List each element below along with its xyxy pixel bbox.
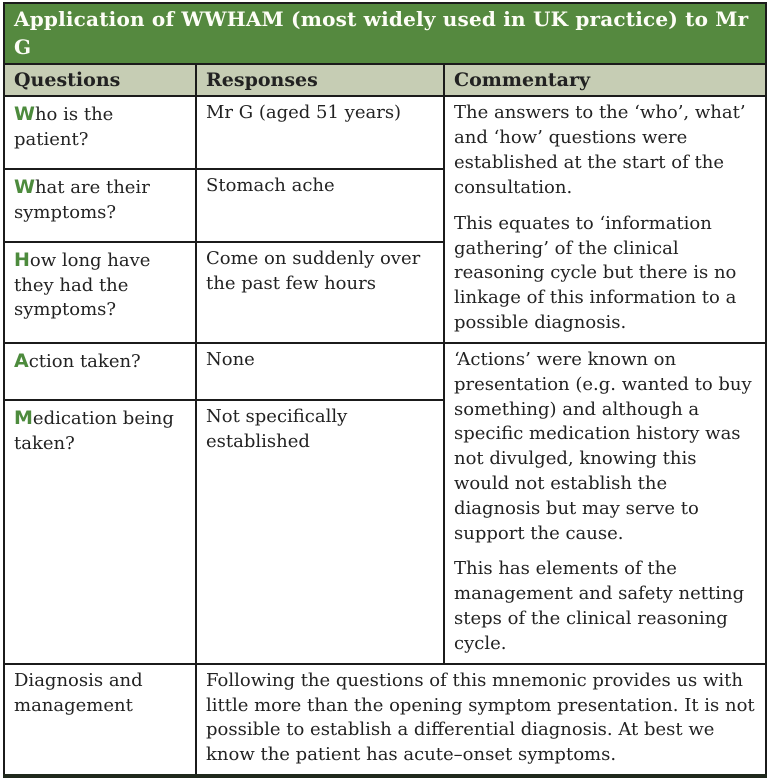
mnemonic-initial: M xyxy=(14,407,33,430)
response-cell-how: Come on suddenly over the past few hours xyxy=(196,242,444,343)
table-title: Application of WWHAM (most widely used in UK practice) to Mr G xyxy=(4,3,766,64)
column-header-row xyxy=(4,64,766,96)
diagnosis-label-cell: Diagnosis and management xyxy=(4,664,196,776)
mnemonic-initial: W xyxy=(14,103,35,126)
column-header-questions: Questions xyxy=(4,64,196,96)
question-text: hat are their symptoms? xyxy=(14,177,150,223)
question-text: ho is the patient? xyxy=(14,104,114,151)
response-cell-action: None xyxy=(196,343,444,400)
response-cell-what: Stomach ache xyxy=(196,169,444,242)
response-cell-medication: Not specifically established xyxy=(196,400,444,663)
commentary-paragraph: This has elements of the management and safety netting steps of the clinical reasoning cycle. xyxy=(454,558,745,654)
response-cell-who: Mr G (aged 51 years) xyxy=(196,96,444,169)
table-row xyxy=(4,664,766,776)
wwham-table xyxy=(3,2,767,778)
mnemonic-initial: H xyxy=(14,248,30,271)
question-text: ction taken? xyxy=(28,350,141,372)
question-text: ow long have they had the symptoms? xyxy=(14,249,151,321)
mnemonic-initial: W xyxy=(14,176,35,199)
question-text: edication being taken? xyxy=(14,408,174,455)
commentary-paragraph: The answers to the ‘who’, what’ and ‘how’ questions were established at the start of the consultation. xyxy=(454,102,746,198)
column-header-responses: Responses xyxy=(196,64,444,96)
question-cell-how xyxy=(4,242,196,343)
mnemonic-initial: A xyxy=(14,349,29,372)
column-header-commentary: Commentary xyxy=(444,64,766,96)
question-cell-who xyxy=(4,96,196,169)
question-cell-action xyxy=(4,343,196,400)
commentary-paragraph: This equates to ‘information gathering’ of the clinical reasoning cycle but there is no linkage of this information to a possible diagnosis. xyxy=(454,212,737,334)
question-cell-what xyxy=(4,169,196,242)
table-row xyxy=(4,343,766,400)
commentary-cell-wwh xyxy=(444,96,766,342)
table-row xyxy=(4,96,766,169)
commentary-paragraph: ‘Actions’ were known on presentation (e.g. wanted to buy something) and although a specific medication history was not divulged, knowing this would not establish the diagnosis but may serve to support the cause. xyxy=(454,348,752,544)
question-cell-medication xyxy=(4,400,196,663)
commentary-cell-am xyxy=(444,343,766,664)
diagnosis-text-cell: Following the questions of this mnemonic provides us with little more than the opening symptom presentation. It is not possible to establish a differential diagnosis. At best we know the patient has acute–onset symptoms. xyxy=(196,664,766,776)
table-title-row xyxy=(4,3,766,64)
